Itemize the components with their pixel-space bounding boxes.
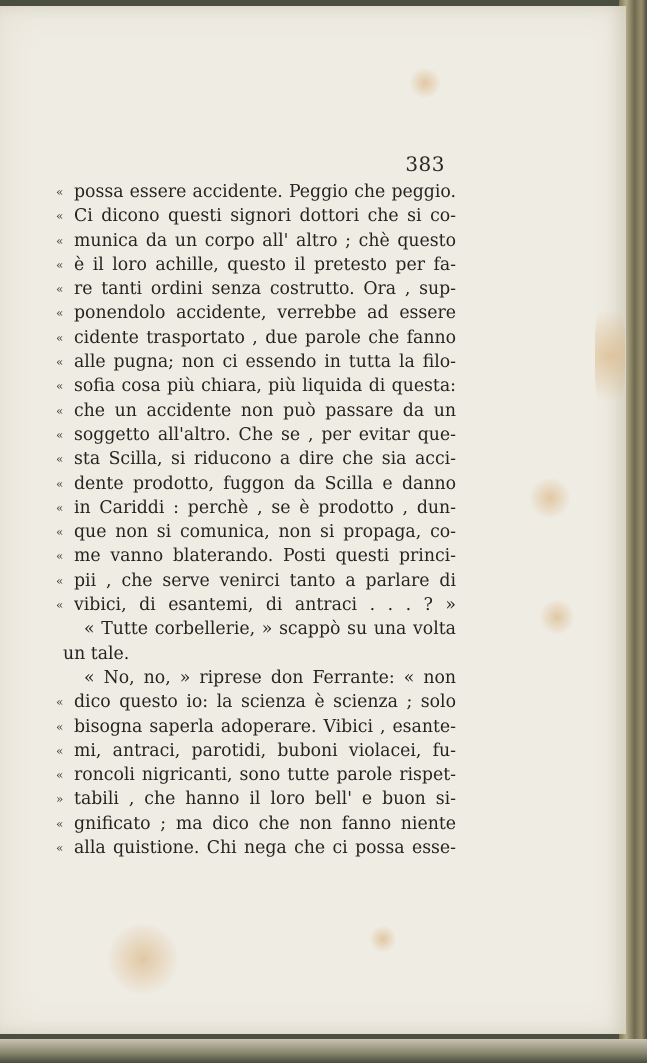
quote-mark: « — [56, 525, 64, 540]
line-text: me vanno blaterando. Posti questi princi- — [74, 546, 456, 567]
page-bottom-edge — [0, 1039, 647, 1063]
line-text: sofia cosa più chiara, più liquida di questa: — [74, 376, 456, 397]
quote-mark: « — [56, 306, 64, 321]
line-text: alla quistione. Chi nega che ci possa esse- — [74, 838, 456, 859]
line-text: ponendolo accidente, verrebbe ad essere — [74, 303, 456, 324]
text-line — [56, 229, 456, 253]
text-line — [56, 715, 456, 739]
quote-mark: « — [56, 573, 64, 588]
foxing-stain — [530, 478, 570, 518]
quote-mark: « — [56, 330, 64, 345]
text-line — [56, 642, 456, 666]
line-text: re tanti ordini senza costrutto. Ora , sup- — [74, 279, 456, 300]
quote-mark: « — [56, 598, 64, 613]
quote-mark: » — [56, 792, 64, 807]
text-line — [56, 763, 456, 787]
line-text: dente prodotto, fuggon da Scilla e danno — [74, 473, 456, 494]
text-line — [56, 739, 456, 763]
text-line — [56, 472, 456, 496]
quote-mark: « — [56, 452, 64, 467]
quote-mark: « — [56, 549, 64, 564]
line-text: alle pugna; non ci essendo in tutta la filo- — [74, 352, 456, 373]
quote-mark: « — [56, 427, 64, 442]
text-line — [56, 569, 456, 593]
text-line — [56, 787, 456, 811]
quote-mark: « — [56, 185, 64, 199]
line-text: gnificato ; ma dico che non fanno niente — [74, 813, 456, 834]
quote-mark: « — [56, 695, 64, 710]
text-line — [56, 423, 456, 447]
text-line — [56, 690, 456, 714]
quote-mark: « — [56, 500, 64, 515]
text-line — [56, 399, 456, 423]
quote-mark: « — [56, 233, 64, 248]
foxing-stain — [540, 600, 574, 634]
quote-mark: « — [56, 257, 64, 272]
text-line — [56, 326, 456, 350]
quote-mark: « — [56, 841, 64, 856]
line-text: tabili , che hanno il loro bell' e buon si- — [74, 789, 456, 810]
text-line — [56, 520, 456, 544]
quote-mark: « — [56, 719, 64, 734]
quote-mark: « — [56, 282, 64, 297]
quote-mark: « — [56, 816, 64, 831]
line-text: Ci dicono questi signori dottori che si co- — [74, 206, 456, 227]
book-page — [0, 6, 626, 1034]
line-text: dico questo io: la scienza è scienza ; solo — [74, 692, 456, 713]
foxing-stain — [108, 924, 178, 994]
line-text: roncoli nigricanti, sono tutte parole rispet- — [74, 765, 456, 786]
text-line — [56, 204, 456, 228]
quote-mark: « — [56, 379, 64, 394]
line-text: soggetto all'altro. Che se , per evitar que- — [74, 424, 456, 445]
line-text: pii , che serve venirci tanto a parlare di — [74, 570, 456, 591]
line-text: sta Scilla, si riducono a dire che sia acci- — [74, 449, 456, 470]
line-text: è il loro achille, questo il pretesto per fa- — [74, 254, 456, 275]
line-text: in Cariddi : perchè , se è prodotto , dun- — [74, 497, 456, 518]
line-text: que non si comunica, non si propaga, co- — [74, 522, 456, 543]
quote-mark: « — [56, 476, 64, 491]
line-text: bisogna saperla adoperare. Vibici , esante- — [74, 716, 456, 737]
text-line — [56, 836, 456, 860]
foxing-stain — [410, 68, 440, 98]
text-line — [56, 447, 456, 471]
line-text: « No, no, » riprese don Ferrante: « non — [84, 667, 456, 688]
text-line — [56, 301, 456, 325]
text-line — [56, 277, 456, 301]
body-text — [56, 180, 456, 860]
line-text: mi, antraci, parotidi, buboni violacei, fu- — [74, 740, 456, 761]
quote-mark: « — [56, 355, 64, 370]
line-text: possa essere accidente. Peggio che peggio. — [74, 182, 456, 202]
text-line — [56, 350, 456, 374]
quote-mark: « — [56, 768, 64, 783]
quote-mark: « — [56, 743, 64, 758]
text-line — [56, 180, 456, 204]
line-text: che un accidente non può passare da un — [74, 400, 456, 421]
foxing-stain — [595, 296, 625, 416]
text-line — [56, 666, 456, 690]
line-text: un tale. — [63, 643, 130, 664]
quote-mark: « — [56, 403, 64, 418]
text-line — [56, 496, 456, 520]
line-text: munica da un corpo all' altro ; chè questo — [74, 230, 456, 251]
text-line — [56, 812, 456, 836]
quote-mark: « — [56, 209, 64, 224]
text-line — [56, 617, 456, 641]
text-line — [56, 374, 456, 398]
line-text: cidente trasportato , due parole che fanno — [74, 327, 456, 348]
text-line — [56, 593, 456, 617]
foxing-stain — [370, 926, 396, 952]
line-text: vibici, di esantemi, di antraci . . . ? » — [74, 595, 456, 616]
line-text: « Tutte corbellerie, » scappò su una volta — [84, 619, 456, 640]
text-line — [56, 253, 456, 277]
page-number: 383 — [405, 152, 445, 176]
text-line — [56, 544, 456, 568]
